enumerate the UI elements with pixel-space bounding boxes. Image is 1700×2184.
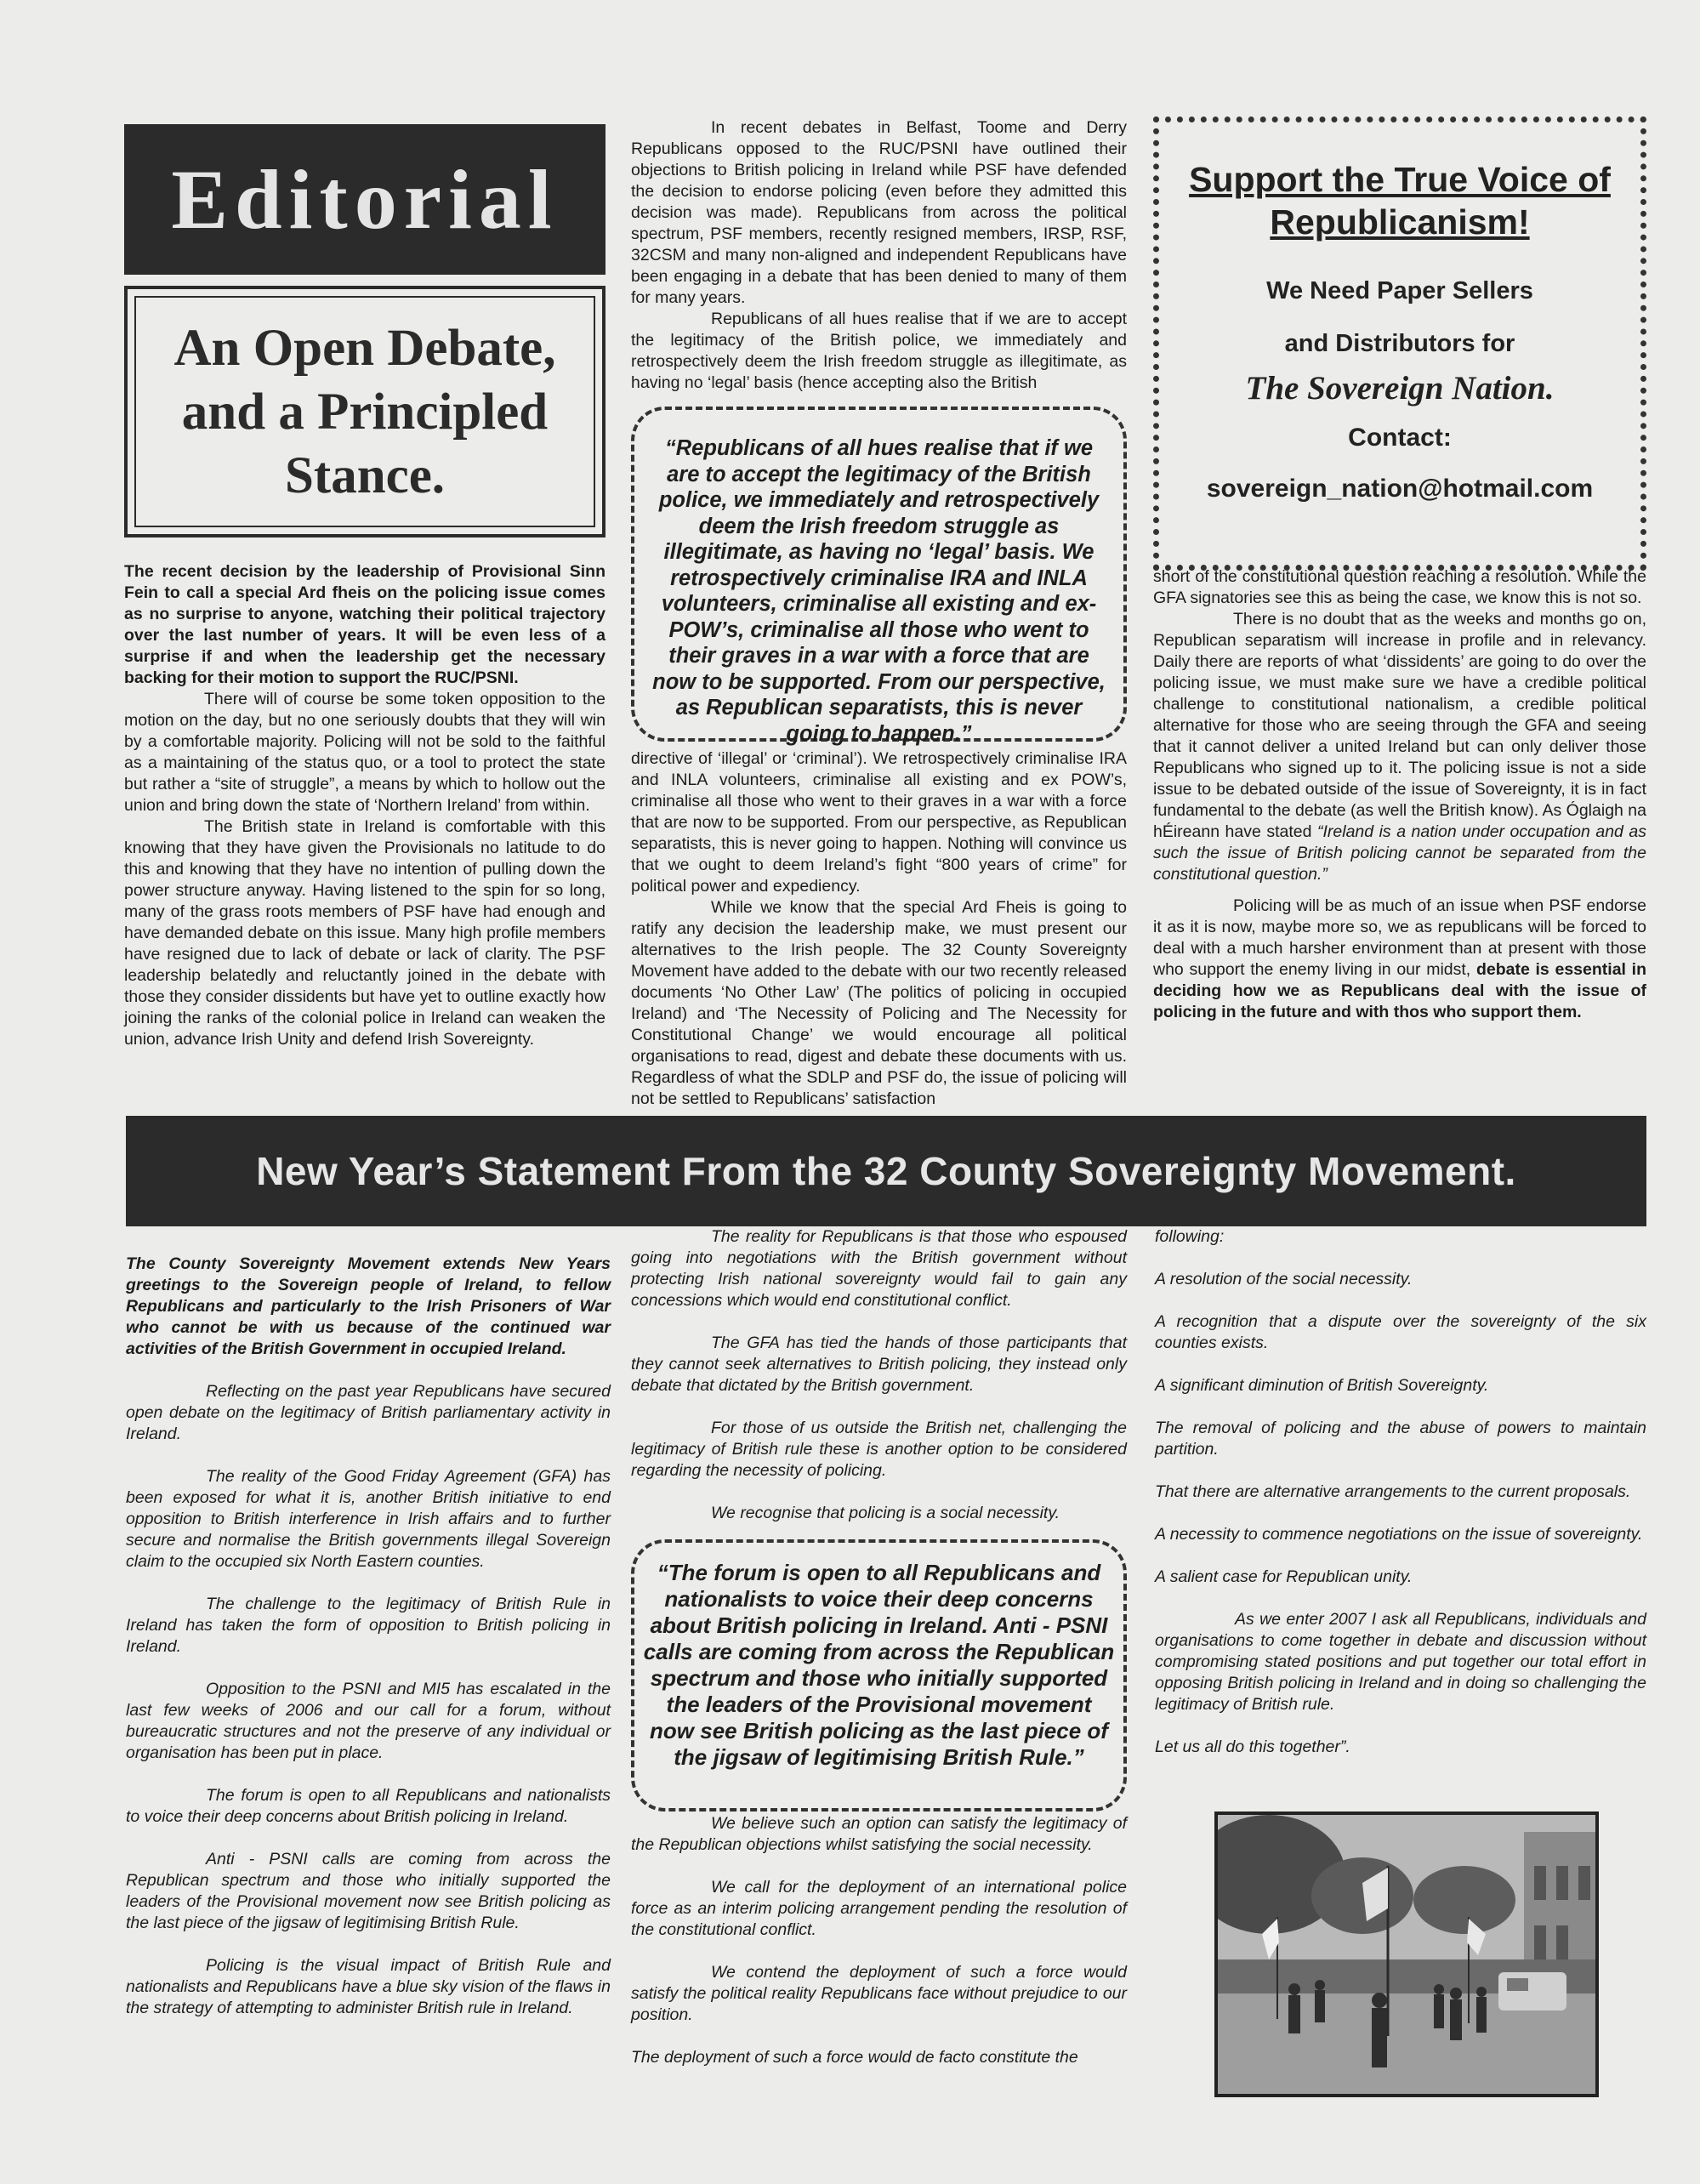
support-line-2: and Distributors for [1284, 330, 1515, 357]
editorial-paragraph: While we know that the special Ard Fheis is going to ratify any decision the leadership make, we must present our alternatives to the Irish people. The 32 County Sovereignty Movement have added to the debate with our two recently released documents ‘No Other Law’ (The politics of policing in occupied Ireland) and ‘The Necessity of Policing and The Necessity for Constitutional Change’ we would encourage all political organisations to read, digest and debate these documents with us. Regardless of what the SDLP and PSF do, the issue of policing will not be settled to Republicans’ satisfaction [631, 898, 1127, 1108]
photo-illustration [1218, 1815, 1595, 2094]
statement-signoff: Let us all do this together”. [1155, 1738, 1350, 1756]
editorial-header-text: Editorial [171, 152, 559, 247]
editorial-header [124, 124, 606, 275]
statement-banner [126, 1116, 1646, 1226]
demand-item: A necessity to commence negotiations on the issue of sovereignty. [1155, 1525, 1643, 1544]
demand-item: A salient case for Republican unity. [1155, 1567, 1413, 1586]
statement-pull-quote-text: “The forum is open to all Republicans and nationalists to voice their deep concerns about British policing in Ireland. Anti - PSNI calls are coming from across the Republican spectrum and those who initially supported the leaders of the Provisional movement now see British policing as the last piece of the jigsaw of legitimising British Rule.” [643, 1560, 1115, 1770]
statement-pull-quote [631, 1539, 1127, 1811]
editorial-headline-box [124, 286, 606, 537]
demand-item: A recognition that a dispute over the sovereignty of the six counties exists. [1155, 1312, 1646, 1352]
statement-paragraph: We call for the deployment of an international police force as an interim policing arrangement pending the resolution of the constitutional conflict. [631, 1878, 1127, 1939]
editorial-paragraph: short of the constitutional question reaching a resolution. While the GFA signatories see this as being the case, we know this is not so. [1153, 567, 1646, 607]
support-box [1153, 117, 1646, 571]
editorial-headline-frame [134, 296, 595, 527]
contact-email[interactable]: sovereign_nation@hotmail.com [1206, 475, 1594, 503]
statement-paragraph: The GFA has tied the hands of those participants that they cannot seek alternatives to British policing, they instead only debate that dictated by the British government. [631, 1334, 1127, 1395]
editorial-paragraph: The British state in Ireland is comfortable with this knowing that they have given the Provisionals no latitude to do this and knowing that they have no intention of pulling down the power structure anyway. Having listened to the spin for so long, many of the grass roots members of PSF have had enough and have demanded debate on this issue. Many high profile members have resigned due to lack of debate or lack of clarity. The PSF leadership belatedly and reluctantly joined in the debate with those they consider dissidents but have yet to outline exactly how joining the ranks of the colonial police in Ireland can weaken the union, advance Irish Unity and defend Irish Sovereignty. [124, 817, 606, 1049]
statement-closing: As we enter 2007 I ask all Republicans, individuals and organisations to come together in debate and discussion without compromising stated positions and put together our total effort in opposing British policing in Ireland and in doing so challenging the legitimacy of British rule. [1155, 1610, 1646, 1714]
editorial-paragraph: There will of course be some token opposition to the motion on the day, but no one seriously doubts that they will win by a comfortable majority. Policing will not be sold to the faithful as a maintaining of the status quo, or a tool to protect the state but rather a “site of struggle”, a means by which to hollow out the union and bring down the state of ‘Northern Ireland’ from within. [124, 690, 606, 815]
contact-label: Contact: [1348, 424, 1452, 452]
editorial-paragraph: In recent debates in Belfast, Toome and Derry Republicans opposed to the RUC/PSNI have outlined their objections to British policing in Ireland while PSF have defended the decision to endorse policing (even before they admitted this decision was made). Republicans from across the political spectrum, PSF members, recently resigned members, IRSP, RSF, 32CSM and many non-aligned and independent Republicans have been engaging in a debate that has been denied to many of them for many years. [631, 118, 1127, 307]
editorial-paragraph [1153, 609, 1646, 885]
statement-paragraph: Policing is the visual impact of British Rule and nationalists and Republicans have a blue sky vision of the flaws in the strategy of attempting to administer British rule in Ireland. [126, 1956, 611, 2017]
statement-paragraph: Anti - PSNI calls are coming from across the Republican spectrum and those who initially supported the leaders of the Provisional movement now see British policing as the last piece of the jigsaw of legitimising British Rule. [126, 1850, 611, 1932]
editorial-paragraph [1153, 896, 1646, 1023]
oglaigh-quote: “Ireland is a nation under occupation and as such the issue of British policing cannot be separated from the constitutional question.” [1153, 822, 1646, 884]
editorial-column-1 [124, 561, 606, 1050]
support-headline: Support the True Voice of Republicanism! [1189, 160, 1611, 242]
statement-paragraph: The challenge to the legitimacy of British Rule in Ireland has taken the form of opposition to British policing in Ireland. [126, 1595, 611, 1656]
statement-paragraph: The reality for Republicans is that those who espoused going into negotiations with the British government without protecting Irish national sovereignty would fail to gain any concessions which would end constitutional conflict. [631, 1227, 1127, 1310]
demand-item: A resolution of the social necessity. [1155, 1270, 1413, 1288]
statement-paragraph: The reality of the Good Friday Agreement (GFA) has been exposed for what it is, another British initiative to end opposition to British interference in Irish affairs and to further secure and normalise the British governments illegal Sovereign claim to the occupied six North Eastern counties. [126, 1467, 611, 1571]
editorial-pull-quote [631, 407, 1127, 746]
editorial-paragraph-text: Policing will be as much of an issue when PSF endorse it as it is now, maybe more so, we as republicans will be forced to deal with a much harsher environment than at present with those who support the enemy living in our midst, [1153, 896, 1646, 979]
statement-paragraph: We contend the deployment of such a force would satisfy the political reality Republicans face without prejudice to our position. [631, 1963, 1127, 2024]
statement-intro: The County Sovereignty Movement extends New Years greetings to the Sovereign people of Ireland, to fellow Republicans and particularly to the Irish Prisoners of War who cannot be with us because of the continued war activities of the British Government in occupied Ireland. [126, 1254, 611, 1358]
statement-paragraph: We recognise that policing is a social necessity. [711, 1504, 1060, 1522]
demand-item: The removal of policing and the abuse of powers to maintain partition. [1155, 1419, 1646, 1459]
publication-name: The Sovereign Nation. [1245, 370, 1555, 407]
editorial-column-3 [1153, 566, 1646, 1023]
statement-paragraph: The forum is open to all Republicans and nationalists to voice their deep concerns about British policing in Ireland. [126, 1786, 611, 1826]
statement-column-2-bottom [631, 1813, 1127, 2068]
statement-title: New Year’s Statement From the 32 County Sovereignty Movement. [256, 1149, 1516, 1193]
editorial-column-2-bottom [631, 748, 1127, 1110]
statement-paragraph: For those of us outside the British net, challenging the legitimacy of British rule these is another option to be considered regarding the necessity of policing. [631, 1419, 1127, 1480]
demand-item: A significant diminution of British Sovereignty. [1155, 1376, 1489, 1395]
editorial-paragraph: directive of ‘illegal’ or ‘criminal’). We retrospectively criminalise IRA and INLA volunteers, criminalise all existing and ex POW’s, criminalise all those who went to their graves in a war with a force that are now to be supported. From our perspective, as Republican separatists, this is never going to happen. Nothing will convince us that we ought to deem Ireland’s fight “800 years of crime” for political power and expediency. [631, 749, 1127, 896]
statement-paragraph: following: [1155, 1227, 1225, 1246]
statement-column-3 [1155, 1226, 1646, 1758]
editorial-column-2-top [631, 117, 1127, 394]
colour-party-photo [1214, 1811, 1599, 2097]
editorial-headline: An Open Debate, and a Principled Stance. [173, 319, 556, 504]
statement-paragraph: Opposition to the PSNI and MI5 has escalated in the last few weeks of 2006 and our call for a forum, without bureaucratic structures and not the preserve of any individual or organisation has been put in place. [126, 1680, 611, 1762]
statement-column-2-top [631, 1226, 1127, 1524]
statement-paragraph: The deployment of such a force would de facto constitute the [631, 2048, 1078, 2067]
editorial-lead: The recent decision by the leadership of Provisional Sinn Fein to call a special Ard fheis on the policing issue comes as no surprise to anyone, watching their political trajectory over the last number of years. It will be even less of a surprise if and when the leadership get the necessary backing for their motion to support the RUC/PSNI. [124, 562, 606, 687]
editorial-emphasis: debate is essential in deciding how we as Republicans deal with the issue of policing in the future and with thos who support them. [1153, 960, 1646, 1021]
demand-item: That there are alternative arrangements to the current proposals. [1155, 1482, 1631, 1501]
editorial-pull-quote-text: “Republicans of all hues realise that if we are to accept the legitimacy of the British police, we immediately and retrospectively deem the Irish freedom struggle as illegitimate, as having no ‘legal’ basis. We retrospectively criminalise IRA and INLA volunteers, criminalise all existing and ex-POW’s, criminalise all those who went to their graves in a war with a force that are now to be supported. From our perspective, as Republican separatists, this is never going to happen.” [652, 436, 1106, 746]
support-line-1: We Need Paper Sellers [1266, 277, 1533, 304]
statement-paragraph: We believe such an option can satisfy the legitimacy of the Republican objections whilst satisfying the social necessity. [631, 1814, 1127, 1854]
statement-column-1 [126, 1254, 611, 2019]
editorial-paragraph: Republicans of all hues realise that if we are to accept the legitimacy of the British police, we immediately and retrospectively deem the Irish freedom struggle as illegitimate, as having no ‘legal’ basis (hence accepting also the British [631, 310, 1127, 392]
statement-paragraph: Reflecting on the past year Republicans have secured open debate on the legitimacy of British parliamentary activity in Ireland. [126, 1382, 611, 1443]
editorial-paragraph-text: There is no doubt that as the weeks and months go on, Republican separatism will increase in profile and in relevancy. Daily there are reports of what ‘dissidents’ are going to do over the policing issue, we must make sure we have a credible political challenge to constitutional nationalism, a credible political alternative for those who are seeing through the GFA and seeing that it cannot deliver a united Ireland but can only deliver those Republicans who signed up to it. The policing issue is not a side issue to be debated outside of the issue of Sovereignty, it is in fact fundamental to the debate (as well the British know). As Óglaigh na hÉireann have stated [1153, 610, 1646, 841]
